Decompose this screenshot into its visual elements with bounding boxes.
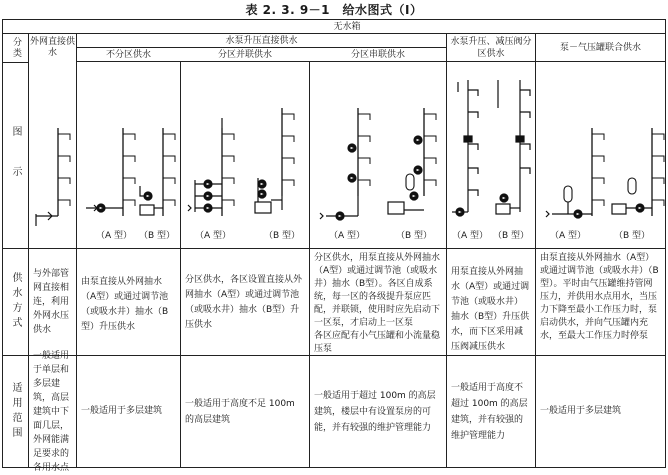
method-parallel-zones: 分区供水，各区设置直接从外网抽水（A型）或通过调节池（或吸水井）抽水（B型）升压供水 [185, 275, 303, 330]
row-header-diagram: 图 示 [10, 125, 21, 186]
type-label-a: （A 型） [329, 231, 366, 241]
type-label-b: （B 型） [139, 231, 176, 241]
diagram-series-zones [320, 108, 436, 220]
scope-series-zones: 一般适用于超过 100m 的高层建筑，楼层中有设置泵房的可能，并有较强的维护管理能力 [314, 390, 436, 433]
method-direct-supply: 与外部管网直接相连，利用外网水压供水 [33, 269, 70, 335]
scope-non-zoned: 一般适用于多层建筑 [81, 406, 163, 416]
row-header-method: 供水方式 [10, 272, 21, 332]
col-pump-group: 水泵升压直接供水 [225, 35, 298, 46]
diagram-prv-zones [452, 80, 530, 216]
type-label-b: （B 型） [614, 231, 651, 241]
type-label-b: （B 型） [493, 231, 530, 241]
row-header-scope: 适用范围 [10, 381, 21, 442]
col-pump-pressure-tank: 泵－气压罐联合供水 [559, 42, 641, 53]
col-non-zoned: 不分区供水 [105, 49, 151, 60]
table-title: 表 2. 3. 9－1 给水图式（Ⅰ） [245, 3, 423, 17]
category-header: 分类 [11, 37, 21, 59]
type-label-b: （B 型） [264, 231, 301, 241]
method-non-zoned: 由泵直接从外网抽水（A型）或通过调节池（或吸水井）抽水（B型）升压供水 [81, 277, 169, 332]
diagram-direct-supply [36, 128, 70, 226]
type-label-a: （A 型） [452, 231, 489, 241]
scope-direct-supply: 一般适用于单层和多层建筑，高层建筑中下面几层，外网能满足要求的各用水点 [33, 350, 70, 473]
type-label-a: （A 型） [195, 231, 232, 241]
col-prv-zones: 水泵升压、减压阀分区供水 [450, 37, 532, 59]
col-direct-supply: 外网直接供水 [29, 37, 75, 58]
diagram-parallel-zones [188, 108, 294, 216]
scope-parallel-zones: 一般适用于高度不足 100m 的高层建筑 [185, 398, 295, 425]
scope-prv-zones: 一般适用于高度不超过 100m 的高层建筑，并有较强的维护管理能力 [451, 382, 528, 441]
type-label-a: （A 型） [96, 231, 133, 241]
diagram-pump-pressure-tank [546, 128, 664, 218]
scope-pump-pressure-tank: 一般适用于多层建筑 [540, 406, 622, 416]
method-pump-pressure-tank: 由泵直接从外网抽水（A型）或通过调节池（或吸水井）（B型）。平时由气压罐维持管网压力，并供用水点用水，当压力下降至最小工作压力时，泵启动供水，并向气压罐内充水，至最大工作压力时停泵 [540, 253, 659, 341]
method-series-zones: 分区供水，用泵直接从外网抽水（A型）或通过调节池（或吸水井）抽水（B型）。各区自成系统，每一区的各级提升泵应匹配，并联锁，使用时应先启动下一区泵，才启动上一区泵 各区应配有小气压罐和小流量稳压泵 [314, 253, 441, 354]
col-parallel-zones: 分区并联供水 [217, 49, 272, 60]
col-series-zones: 分区串联供水 [350, 49, 405, 60]
top-header: 无水箱 [333, 21, 361, 32]
type-label-b: （B 型） [396, 231, 433, 241]
method-prv-zones: 用泵直接从外网抽水（A型）或通过调节池（或吸水井）抽水（B型）升压供水，而下区采用减压阀减压供水 [451, 267, 530, 352]
diagram-non-zoned [86, 128, 175, 216]
type-label-a: （A 型） [550, 231, 587, 241]
